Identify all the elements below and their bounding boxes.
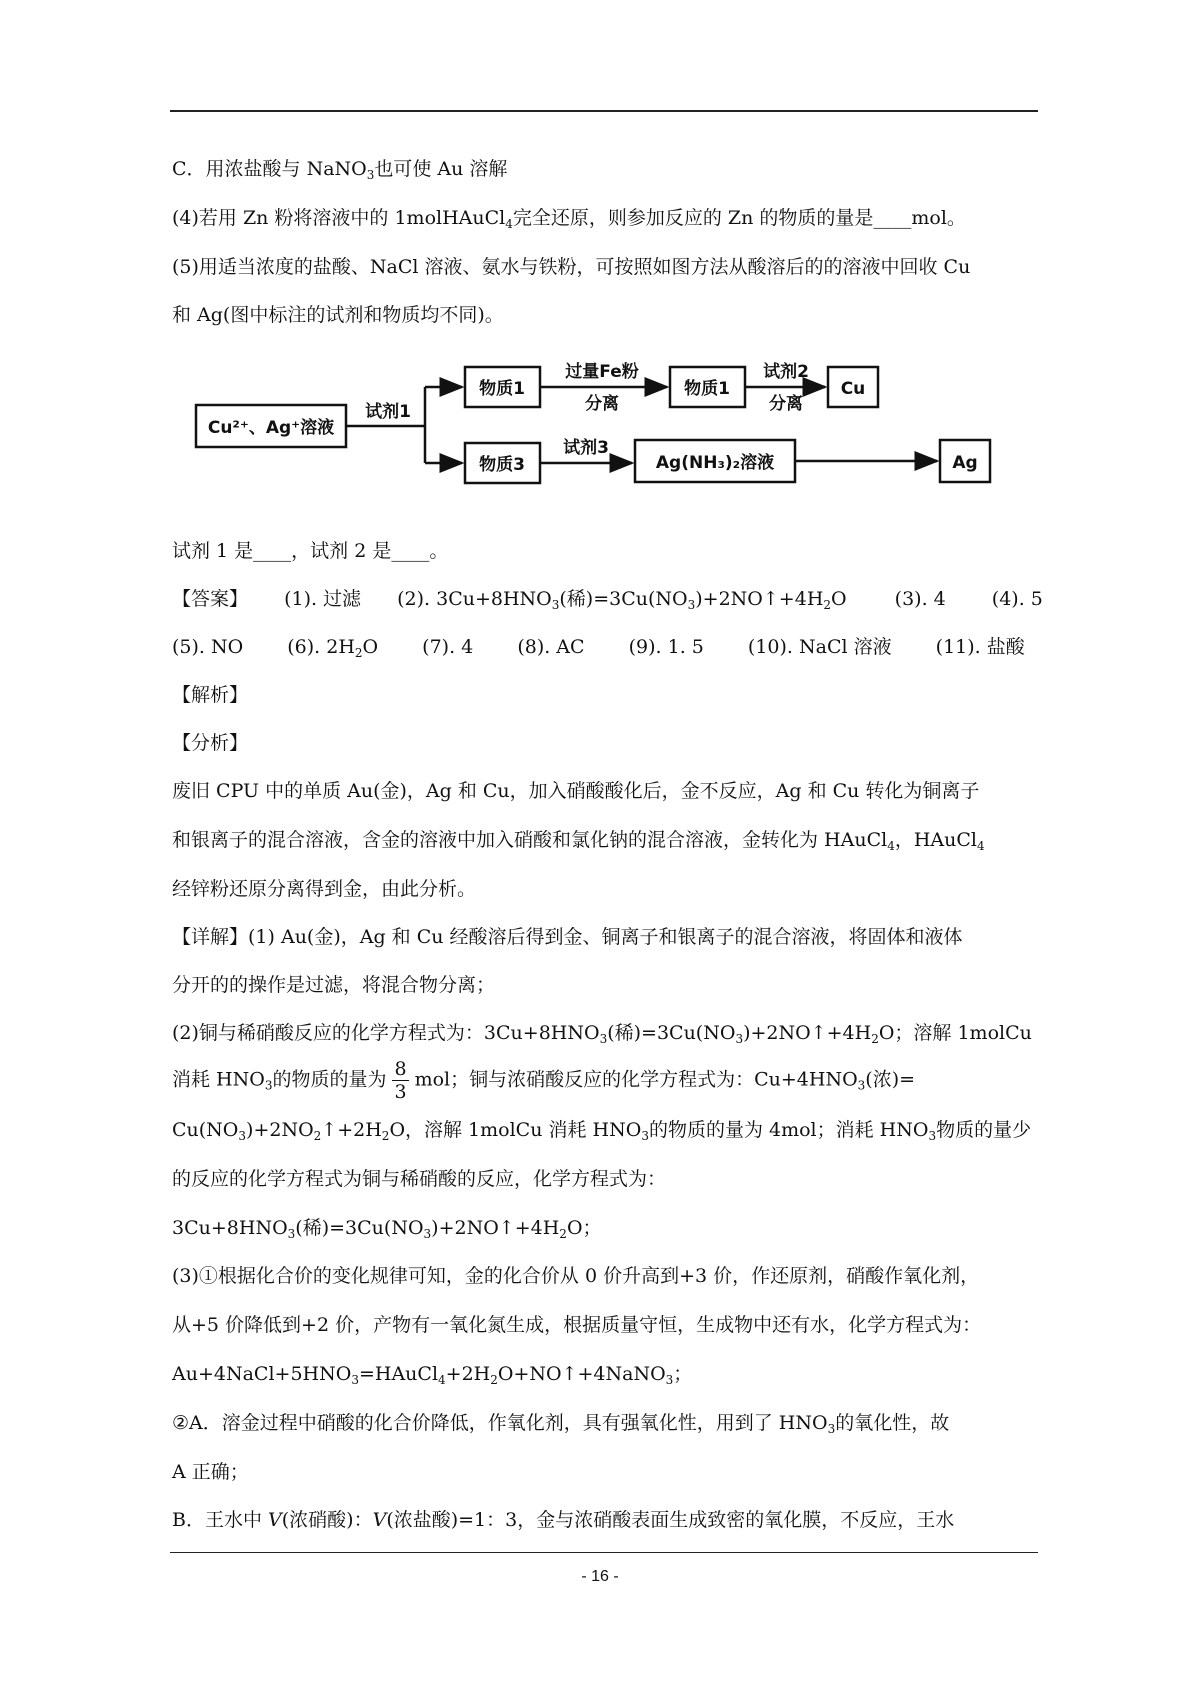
answer-line2: (5). NO (6). $2H_2O$ (7). 4 (8). AC (9). 1. 5 (10). NaCl 溶液 (11). 盐酸 (172, 636, 1025, 660)
header-rule (170, 110, 1038, 112)
detail-line7: $3Cu+8HNO_3$(稀)$=3Cu(NO_3)+2NO↑+4H_2O$； (172, 1217, 602, 1241)
substance1-label: 物质1 (479, 379, 525, 399)
substance1b-label: 物质1 (684, 379, 730, 399)
footer-rule (170, 1552, 1038, 1553)
detail-line11: ②A．溶金过程中硝酸的化合价降低，作氧化剂，具有强氧化性，用到了 $HNO_3$的氧化性，故 (172, 1412, 950, 1436)
flow-diagram (190, 355, 1000, 495)
option-c: C．用浓盐酸与 NaNO$_3$也可使 Au 溶解 (172, 158, 508, 182)
cu-label: Cu (840, 379, 866, 399)
page-number: - 16 - (581, 1568, 619, 1585)
start-label: Cu²⁺、Ag⁺溶液 (207, 418, 335, 438)
answer-line1: 【答案】 (1). 过滤 (2). $3Cu+8HNO_3$(稀)$=3Cu(NO_3)+2NO↑+4H_2O$ (3). 4 (4). 5 (172, 588, 1043, 612)
separate2-label: 分离 (769, 394, 803, 414)
substance3-label: 物质3 (479, 455, 525, 475)
detail-line12: A 正确； (172, 1461, 249, 1483)
reagents-question: 试剂 1 是____，试剂 2 是____。 (172, 540, 449, 562)
fraction: $\frac{8}{3}$ (394, 1058, 407, 1103)
question-5-line2: 和 Ag(图中标注的试剂和物质均不同)。 (172, 304, 504, 326)
reagent2-label: 试剂2 (763, 362, 809, 382)
fe-label: 过量Fe粉 (565, 362, 639, 382)
analysis-label: 【解析】 (172, 684, 249, 706)
detail-line4: 消耗 $HNO_3$的物质的量为 $\frac{8}{3}$ mol；铜与浓硝酸反应的化学方程式为：$Cu+4HNO_3$(浓)= (172, 1058, 916, 1103)
detail-line5: $Cu(NO_3)+2NO_2↑+2H_2O$，溶解 1molCu 消耗 $HNO_3$的物质的量为 4mol；消耗 $HNO_3$物质的量少 (172, 1119, 1032, 1143)
agnh3-label: Ag(NH₃)₂溶液 (655, 453, 775, 473)
fenxi-line3: 经锌粉还原分离得到金，由此分析。 (172, 878, 477, 900)
separate1-label: 分离 (585, 394, 619, 414)
detail-line8: (3)①根据化合价的变化规律可知，金的化合价从 0 价升高到+3 价，作还原剂，硝酸作氧化剂， (172, 1265, 980, 1287)
reagent1-label: 试剂1 (365, 402, 411, 422)
question-5-line1: (5)用适当浓度的盐酸、NaCl 溶液、氨水与铁粉，可按照如图方法从酸溶后的的溶液中回收 Cu (172, 256, 971, 278)
detail-line13: B．王水中 V(浓硝酸)：V(浓盐酸)=1：3，金与浓硝酸表面生成致密的氧化膜，不反应，王水 (172, 1509, 955, 1531)
fenxi-line2: 和银离子的混合溶液，含金的溶液中加入硝酸和氯化钠的混合溶液，金转化为 HAuCl$_4$，HAuCl$_4$ (172, 829, 985, 853)
fenxi-line1: 废旧 CPU 中的单质 Au(金)，Ag 和 Cu，加入硝酸酸化后，金不反应，Ag 和 Cu 转化为铜离子 (172, 780, 980, 802)
detail-line3: (2)铜与稀硝酸反应的化学方程式为：$3Cu+8HNO_3$(稀)$=3Cu(NO_3)+2NO↑+4H_2O$；溶解 1molCu (172, 1022, 1032, 1046)
fenxi-label: 【分析】 (172, 732, 249, 754)
detail-line1: 【详解】(1) Au(金)，Ag 和 Cu 经酸溶后得到金、铜离子和银离子的混合溶液，将固体和液体 (172, 926, 963, 948)
question-4: (4)若用 Zn 粉将溶液中的 1molHAuCl$_4$完全还原，则参加反应的 Zn 的物质的量是____mol。 (172, 207, 966, 231)
detail-line2: 分开的的操作是过滤，将混合物分离； (172, 974, 496, 996)
detail-line9: 从+5 价降低到+2 价，产物有一氧化氮生成，根据质量守恒，生成物中还有水，化学方程式为： (172, 1314, 982, 1336)
detail-line10: $Au+4NaCl+5HNO_3=HAuCl_4+2H_2O+NO↑+4NaNO_3$； (172, 1363, 693, 1387)
reagent3-label: 试剂3 (563, 438, 609, 458)
detail-line6: 的反应的化学方程式为铜与稀硝酸的反应，化学方程式为： (172, 1168, 667, 1190)
ag-label: Ag (952, 453, 978, 473)
